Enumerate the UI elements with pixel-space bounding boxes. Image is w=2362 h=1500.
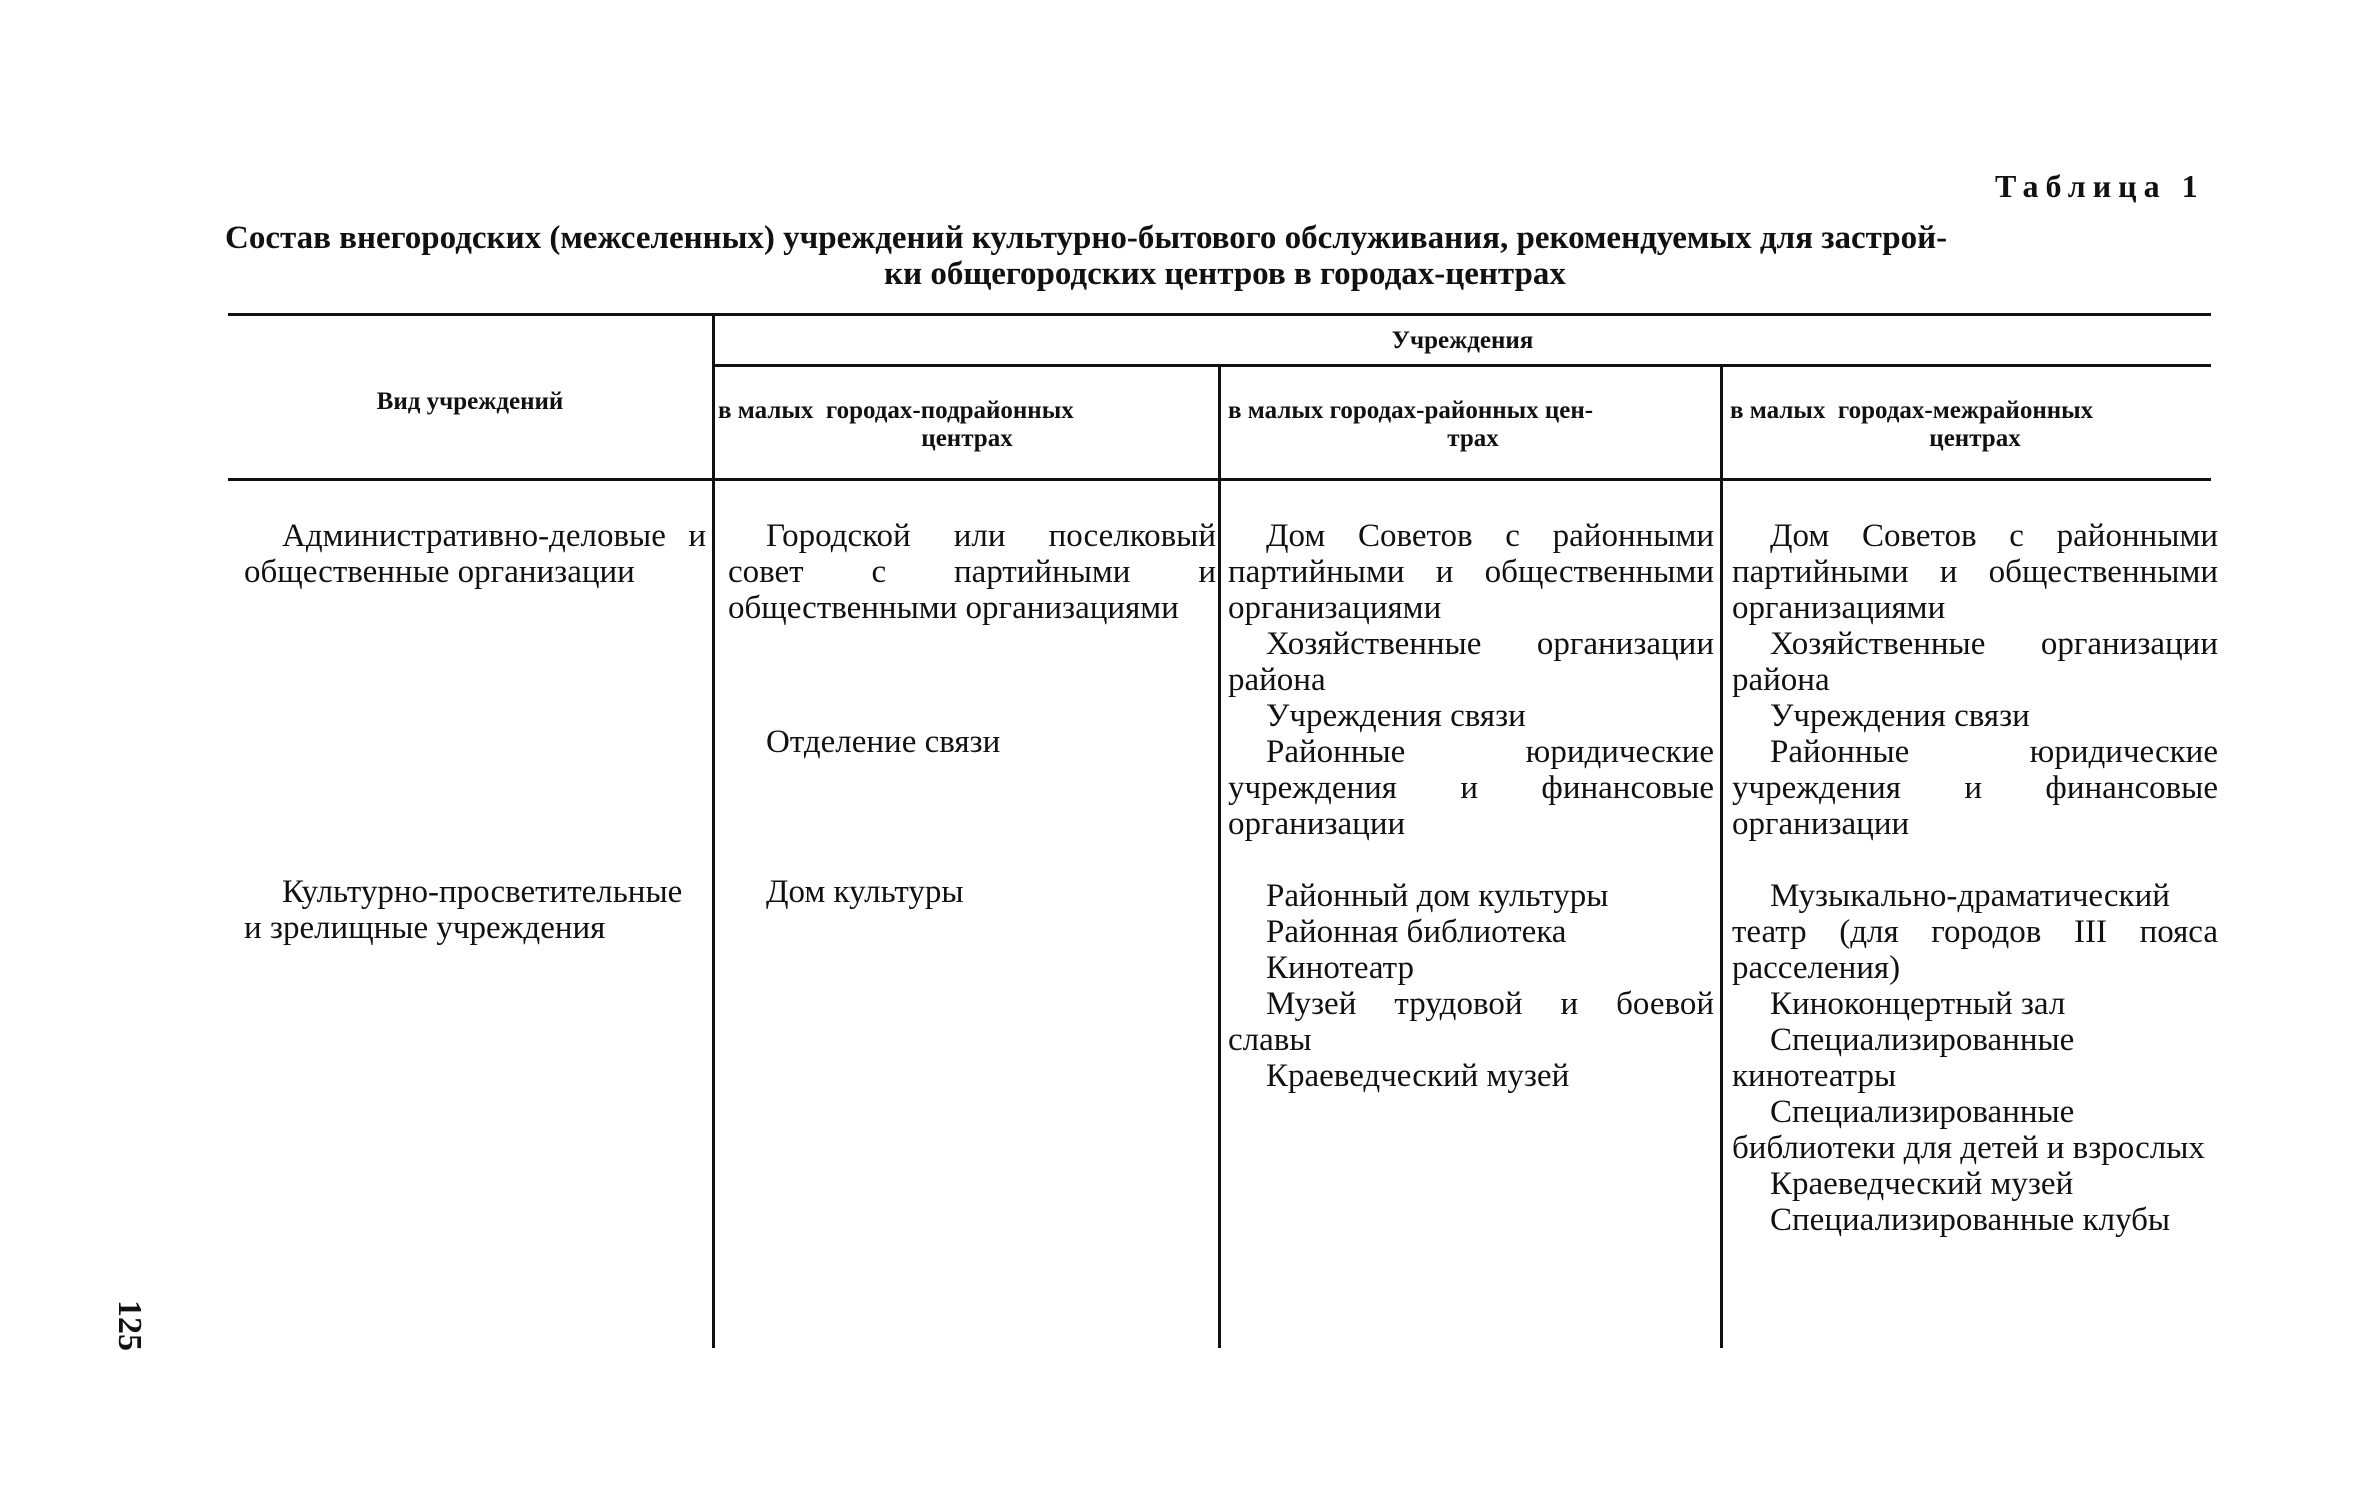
- header-col-small-interdistrict-line2: центрах: [1929, 425, 2021, 452]
- row2-type-text: Культурно-просветительные и зрелищные учреждения: [244, 874, 683, 946]
- row1-small-district: [1228, 518, 1714, 842]
- row1-small-district-item-3: Учреждения связи: [1266, 698, 1526, 734]
- row1-small-interdistrict: [1732, 518, 2218, 842]
- caption-line-2: ки общегородских центров в городах-центрах: [884, 256, 1566, 292]
- row1-type-text: Административно-деловые и общественные организации: [244, 518, 706, 590]
- col-divider-3: [1720, 366, 1723, 1348]
- header-col-small-interdistrict-line1: в малых городах-межрайонных: [1730, 397, 2094, 424]
- header-col-small-interdistrict: [1730, 397, 2220, 453]
- row1-small-interdistrict-item-4: Районные юридические учреждения и финансовые организации: [1732, 734, 2218, 842]
- row2-small-interdistrict-item-6: Специализированные клубы: [1770, 1202, 2171, 1238]
- row1-small-sub-item-1: Городской или поселковый совет с партийными и общественными организациями: [728, 518, 1216, 626]
- row2-small-interdistrict: [1732, 878, 2218, 1238]
- table-label: Таблица 1: [1995, 168, 2205, 204]
- row2-small-interdistrict-item-3: Специализированные кинотеатры: [1732, 1022, 2075, 1094]
- row2-small-district-item-4: Музей трудовой и боевой славы: [1228, 986, 1714, 1058]
- row2-small-interdistrict-item-2: Киноконцертный зал: [1770, 986, 2066, 1022]
- table-caption: [225, 218, 2225, 294]
- header-col-small-district-line1: в малых городах-районных цен-: [1228, 397, 1594, 424]
- col-divider-1: [712, 316, 715, 1348]
- row1-small-district-item-2: Хозяйственные организации района: [1228, 626, 1714, 698]
- row1-small-sub: [728, 518, 1216, 760]
- header-col-small-district-line2: трах: [1447, 425, 1499, 452]
- row2-small-sub-item-1: Дом культуры: [766, 874, 964, 910]
- row1-type: [244, 518, 706, 590]
- row1-small-interdistrict-item-2: Хозяйственные организации района: [1732, 626, 2218, 698]
- row1-small-interdistrict-item-3: Учреждения связи: [1770, 698, 2030, 734]
- row2-small-district-item-2: Районная библиотека: [1266, 914, 1567, 950]
- row1-small-district-item-1: Дом Советов с районными партийными и общественными организациями: [1228, 518, 1714, 626]
- header-col-small-sub: [718, 397, 1216, 453]
- caption-line-1: Состав внегородских (межселенных) учреждений культурно-бытового обслуживания, рекомендуемых для застрой-: [225, 220, 1948, 256]
- header-col-small-district: [1228, 397, 1718, 453]
- row2-small-interdistrict-item-1: Музыкально-драматический театр (для городов III пояса расселения): [1732, 878, 2218, 986]
- row2-type: [244, 874, 706, 946]
- row2-small-district-item-1: Районный дом культуры: [1266, 878, 1609, 914]
- row2-small-district: [1228, 878, 1714, 1094]
- header-col-small-sub-line1: в малых городах-подрайонных: [718, 397, 1074, 424]
- row2-small-district-item-3: Кинотеатр: [1266, 950, 1414, 986]
- page-number: 125: [111, 1300, 148, 1351]
- row1-small-interdistrict-item-1: Дом Советов с районными партийными и общественными организациями: [1732, 518, 2218, 626]
- header-col-small-sub-line2: центрах: [921, 425, 1013, 452]
- header-col-type: Вид учреждений: [376, 388, 564, 415]
- row1-small-district-item-4: Районные юридические учреждения и финансовые организации: [1228, 734, 1714, 842]
- table-top-rule: [228, 313, 2211, 316]
- row2-small-sub: [728, 874, 1216, 910]
- row2-small-interdistrict-item-4: Специализированные библиотеки для детей и взрослых: [1732, 1094, 2205, 1166]
- row2-small-district-item-5: Краеведческий музей: [1266, 1058, 1570, 1094]
- col-divider-2: [1218, 366, 1221, 1348]
- header-group: Учреждения: [1391, 327, 1534, 354]
- group-header-rule: [714, 364, 2211, 367]
- row1-small-sub-item-2: Отделение связи: [766, 724, 1001, 760]
- row2-small-interdistrict-item-5: Краеведческий музей: [1770, 1166, 2074, 1202]
